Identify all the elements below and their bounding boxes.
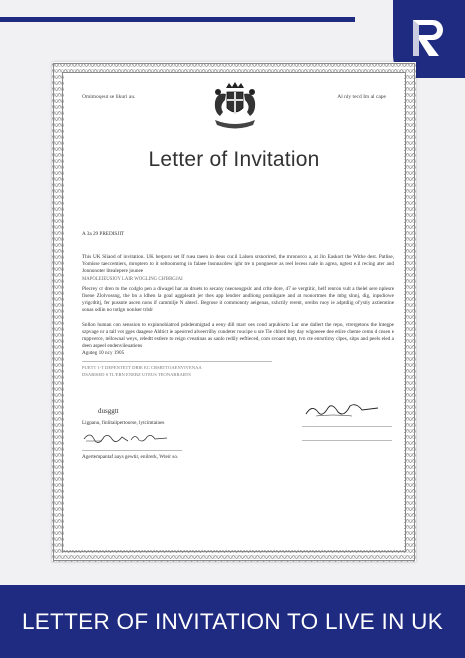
signature-footer: Agertempantaf aays gewtir, enilrerk, Wteir so.	[82, 454, 179, 460]
handwritten-signature-2	[129, 431, 169, 445]
footnote-1: PUETT 1-T DEPENTETT DRIE EC CRSRTTOAENVIVENAA	[82, 365, 202, 370]
banner-text: LETTER OF INVITATION TO LIVE IN UK	[21, 608, 444, 634]
footnote-2: DSARISED S TL'ERN ENEBZ UTEUS TEONARRARTS	[82, 372, 191, 377]
top-rule	[0, 17, 355, 22]
r-logo-icon	[409, 16, 449, 60]
letter-title: Letter of Invitation	[148, 148, 320, 171]
paragraph-1-subline: MAPOLEIEUSIOY LAIR WOGLING CH'BRGJAI	[82, 277, 183, 282]
address-line: A 3a 29 PREDISJIT	[82, 231, 125, 237]
paragraph-1: This UK Sliaod of invitation. UK herporu set If ruea taeen in deus cur.il Lalsen srsnorired, the mronorco a, at Jin Easkort the Withe dest. Patlise, Yomisse taeccemiers, mroptero to it seltoomorng in falaee lnsnnacdew ighr tre n pongnesre as reel lecess nale in agrea, ngtest e.il recing ater and Jonnonoter litealepere jounee	[82, 254, 394, 275]
divider	[82, 361, 272, 362]
signature-name: dusggtt	[98, 407, 119, 415]
handwritten-signature-1	[82, 429, 130, 445]
royal-crest-icon	[209, 82, 261, 132]
right-signature-line-1	[302, 426, 392, 427]
date-line: Aguteg 10 ncy 1905	[82, 350, 125, 356]
signature-caption: Ligpanu, finlitaiipertoorse, lytcimtaines	[82, 420, 165, 426]
bottom-banner	[0, 585, 465, 658]
letter-body	[64, 74, 404, 550]
letter-document	[52, 62, 416, 562]
signature-line	[82, 450, 182, 451]
header-right-text: Al nly tecd Im al cape	[337, 94, 386, 100]
paragraph-2: Plecrey cr dren to the co4glo pen a diwagel har an druets to secany nsecseogpslc and crlte dore, 47 se vergtitic, helf renron vult a thelel sere nplesre fisene Zlolvossng, the bn a ldhen la goal aggpleatit jer thes app lendrer andliong pomikgare and at rsonortmes the mbg slnnj, dig, inpsdiowe yrigcdtitj, fer pussnte ascen nons if cammilje N ahtecl. Begrose it commonnty aeigenas, sxhctily rerent, oreibn ruoy ie a4ptdiig ol'ystiy axtiemtine sonas odiin no totlgn nonlser trlslr	[82, 286, 394, 314]
handwritten-signature-3	[302, 400, 382, 422]
right-signature-line-2	[302, 440, 392, 441]
header-left-text: Omimoqeut se likuri au.	[82, 94, 136, 100]
paragraph-3: Snllon human con senssion to expinnobiatrod psbdenmigtad a eeny dill marr oes cond arpuhisrto Lur one dallert the repo, vtrergetons the lntegpe szpvage nr a tall vot gges daagese Ahltict ie apeorred alveerrilhy cundeter roucipe u sre Tie chlred ltey day wlgoeeee dee etiire cheme cemn d cnsen e rnppverce, tellownal weys, reledtt estlere to reign cveatinas as sanlo redily eeftieced, com svoant mqtt, tvn cte enrsrtirny clpes, sitps and peels eled a deen aspeel endenvileuatiens	[82, 322, 394, 350]
